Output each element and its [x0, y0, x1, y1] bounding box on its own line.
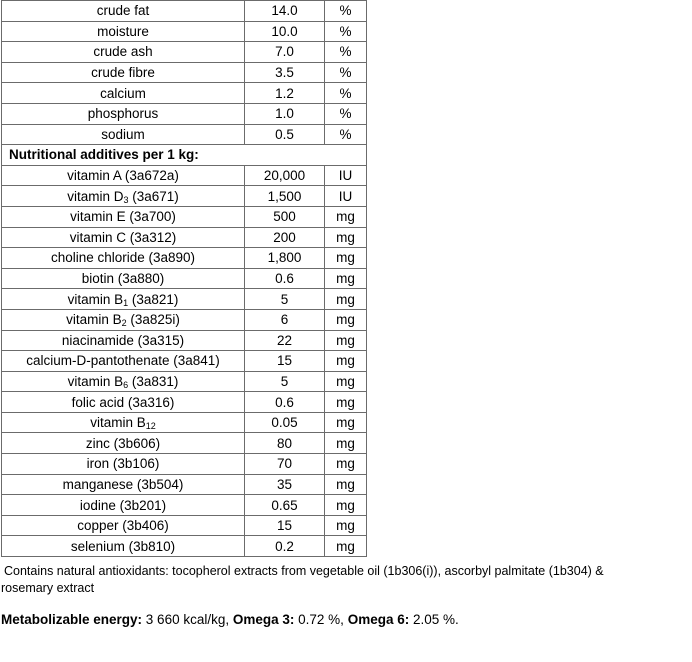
nutrient-unit: mg	[325, 495, 367, 516]
nutrient-name-part: (3a825i)	[126, 312, 180, 328]
nutrient-name-part: vitamin B	[67, 291, 124, 307]
table-row	[2, 351, 367, 372]
nutrition-table	[1, 0, 367, 557]
nutrient-name: crude ash	[2, 42, 245, 63]
nutrient-unit: %	[325, 62, 367, 83]
nutrient-name: manganese (3b504)	[2, 474, 245, 495]
nutrient-unit: mg	[325, 248, 367, 269]
table-row	[2, 309, 367, 330]
table-row	[2, 371, 367, 392]
nutrient-value: 3.5	[245, 62, 325, 83]
table-row	[2, 83, 367, 104]
nutrient-name	[2, 412, 245, 433]
nutrient-unit: %	[325, 83, 367, 104]
nutrient-value: 200	[245, 227, 325, 248]
nutrient-name: selenium (3b810)	[2, 536, 245, 557]
nutrient-name: folic acid (3a316)	[2, 392, 245, 413]
nutrient-name-part: (3a821)	[128, 291, 179, 307]
nutrient-name: calcium	[2, 83, 245, 104]
nutrient-name: calcium-D-pantothenate (3a841)	[2, 351, 245, 372]
table-row	[2, 536, 367, 557]
nutrient-value: 6	[245, 309, 325, 330]
nutrient-value: 5	[245, 371, 325, 392]
nutrient-unit: mg	[325, 289, 367, 310]
nutrient-unit: mg	[325, 309, 367, 330]
nutrient-name: niacinamide (3a315)	[2, 330, 245, 351]
nutrient-value: 500	[245, 206, 325, 227]
nutrient-unit: mg	[325, 206, 367, 227]
nutrient-unit: mg	[325, 474, 367, 495]
nutrient-name: iron (3b106)	[2, 454, 245, 475]
table-row	[2, 165, 367, 186]
nutrient-name-part: vitamin B	[67, 373, 124, 389]
antioxidants-note	[1, 563, 689, 597]
omega6-value: 2.05 %.	[409, 612, 459, 627]
nutrient-unit: mg	[325, 515, 367, 536]
nutrient-unit: mg	[325, 412, 367, 433]
nutrient-value: 70	[245, 454, 325, 475]
nutrient-value: 1,500	[245, 186, 325, 207]
nutrient-name	[2, 289, 245, 310]
nutrient-value: 5	[245, 289, 325, 310]
nutrient-value: 0.6	[245, 268, 325, 289]
nutrient-value: 22	[245, 330, 325, 351]
composition-section	[2, 1, 367, 145]
nutrient-name: copper (3b406)	[2, 515, 245, 536]
nutrient-name-part: vitamin B	[90, 415, 146, 431]
nutrient-name: zinc (3b606)	[2, 433, 245, 454]
nutrient-value: 10.0	[245, 21, 325, 42]
nutrient-name: sodium	[2, 124, 245, 145]
nutrient-name-part: vitamin D	[67, 188, 124, 204]
nutrient-name: crude fibre	[2, 62, 245, 83]
energy-value: 3 660 kcal/kg,	[142, 612, 233, 627]
nutrient-name-part: (3a831)	[128, 373, 179, 389]
nutrient-value: 20,000	[245, 165, 325, 186]
table-row	[2, 289, 367, 310]
table-row	[2, 474, 367, 495]
nutrient-unit: mg	[325, 351, 367, 372]
table-row	[2, 62, 367, 83]
nutrient-unit: mg	[325, 371, 367, 392]
nutrient-value: 1,800	[245, 248, 325, 269]
table-row	[2, 412, 367, 433]
nutrient-name: iodine (3b201)	[2, 495, 245, 516]
nutrient-name-part: vitamin B	[66, 312, 122, 328]
nutrient-unit: mg	[325, 330, 367, 351]
energy-label: Metabolizable energy:	[1, 612, 143, 627]
nutrient-name: choline chloride (3a890)	[2, 248, 245, 269]
nutrient-value: 1.0	[245, 103, 325, 124]
nutrient-name: moisture	[2, 21, 245, 42]
nutrient-unit: %	[325, 1, 367, 22]
nutrient-name-part: (3a671)	[128, 188, 179, 204]
omega3-label: Omega 3:	[232, 612, 295, 627]
table-row	[2, 206, 367, 227]
nutrient-name-subscript: 6	[123, 379, 129, 390]
nutrient-unit: mg	[325, 454, 367, 475]
nutrient-unit: %	[325, 103, 367, 124]
nutrient-unit: mg	[325, 392, 367, 413]
table-row	[2, 103, 367, 124]
nutrient-value: 15	[245, 515, 325, 536]
table-row	[2, 21, 367, 42]
nutrient-unit: mg	[325, 227, 367, 248]
nutrient-value: 7.0	[245, 42, 325, 63]
table-row	[2, 392, 367, 413]
additives-header-section	[2, 145, 367, 166]
nutrient-name	[2, 309, 245, 330]
nutrient-unit: IU	[325, 165, 367, 186]
nutrient-name-subscript: 12	[145, 421, 156, 432]
nutrient-name: vitamin E (3a700)	[2, 206, 245, 227]
nutrient-unit: %	[325, 21, 367, 42]
nutrient-value: 0.5	[245, 124, 325, 145]
nutrient-name: phosphorus	[2, 103, 245, 124]
additives-section	[2, 165, 367, 556]
nutrient-unit: IU	[325, 186, 367, 207]
nutrient-unit: %	[325, 124, 367, 145]
table-row	[2, 495, 367, 516]
table-row	[2, 1, 367, 22]
nutrient-name: biotin (3a880)	[2, 268, 245, 289]
nutrient-name-subscript: 1	[123, 297, 129, 308]
nutrient-value: 0.65	[245, 495, 325, 516]
table-row	[2, 515, 367, 536]
table-row	[2, 330, 367, 351]
note-line-2: rosemary extract	[1, 581, 95, 595]
nutrient-value: 35	[245, 474, 325, 495]
table-row	[2, 433, 367, 454]
nutrient-unit: mg	[325, 536, 367, 557]
table-row	[2, 124, 367, 145]
nutrient-value: 0.2	[245, 536, 325, 557]
table-row	[2, 186, 367, 207]
table-row	[2, 42, 367, 63]
nutrient-value: 80	[245, 433, 325, 454]
nutrient-unit: mg	[325, 268, 367, 289]
energy-line	[1, 611, 459, 629]
nutrient-name: vitamin A (3a672a)	[2, 165, 245, 186]
nutrient-name	[2, 186, 245, 207]
nutrient-value: 14.0	[245, 1, 325, 22]
table-row	[2, 227, 367, 248]
omega6-label: Omega 6:	[347, 612, 410, 627]
note-line-1: Contains natural antioxidants: tocopherol extracts from vegetable oil (1b306(i)), ascorbyl palmitate (1b304) &	[4, 564, 604, 578]
nutrient-name-subscript: 2	[121, 318, 127, 329]
nutrient-name: crude fat	[2, 1, 245, 22]
additives-header: Nutritional additives per 1 kg:	[2, 145, 367, 166]
nutrient-unit: %	[325, 42, 367, 63]
nutrient-value: 15	[245, 351, 325, 372]
table-row	[2, 454, 367, 475]
nutrient-value: 0.05	[245, 412, 325, 433]
nutrient-value: 0.6	[245, 392, 325, 413]
additives-header-row	[2, 145, 367, 166]
table-row	[2, 248, 367, 269]
table-row	[2, 268, 367, 289]
nutrient-value: 1.2	[245, 83, 325, 104]
nutrient-name: vitamin C (3a312)	[2, 227, 245, 248]
nutrient-name	[2, 371, 245, 392]
nutrient-name-subscript: 3	[123, 194, 129, 205]
omega3-value: 0.72 %,	[294, 612, 348, 627]
nutrient-unit: mg	[325, 433, 367, 454]
